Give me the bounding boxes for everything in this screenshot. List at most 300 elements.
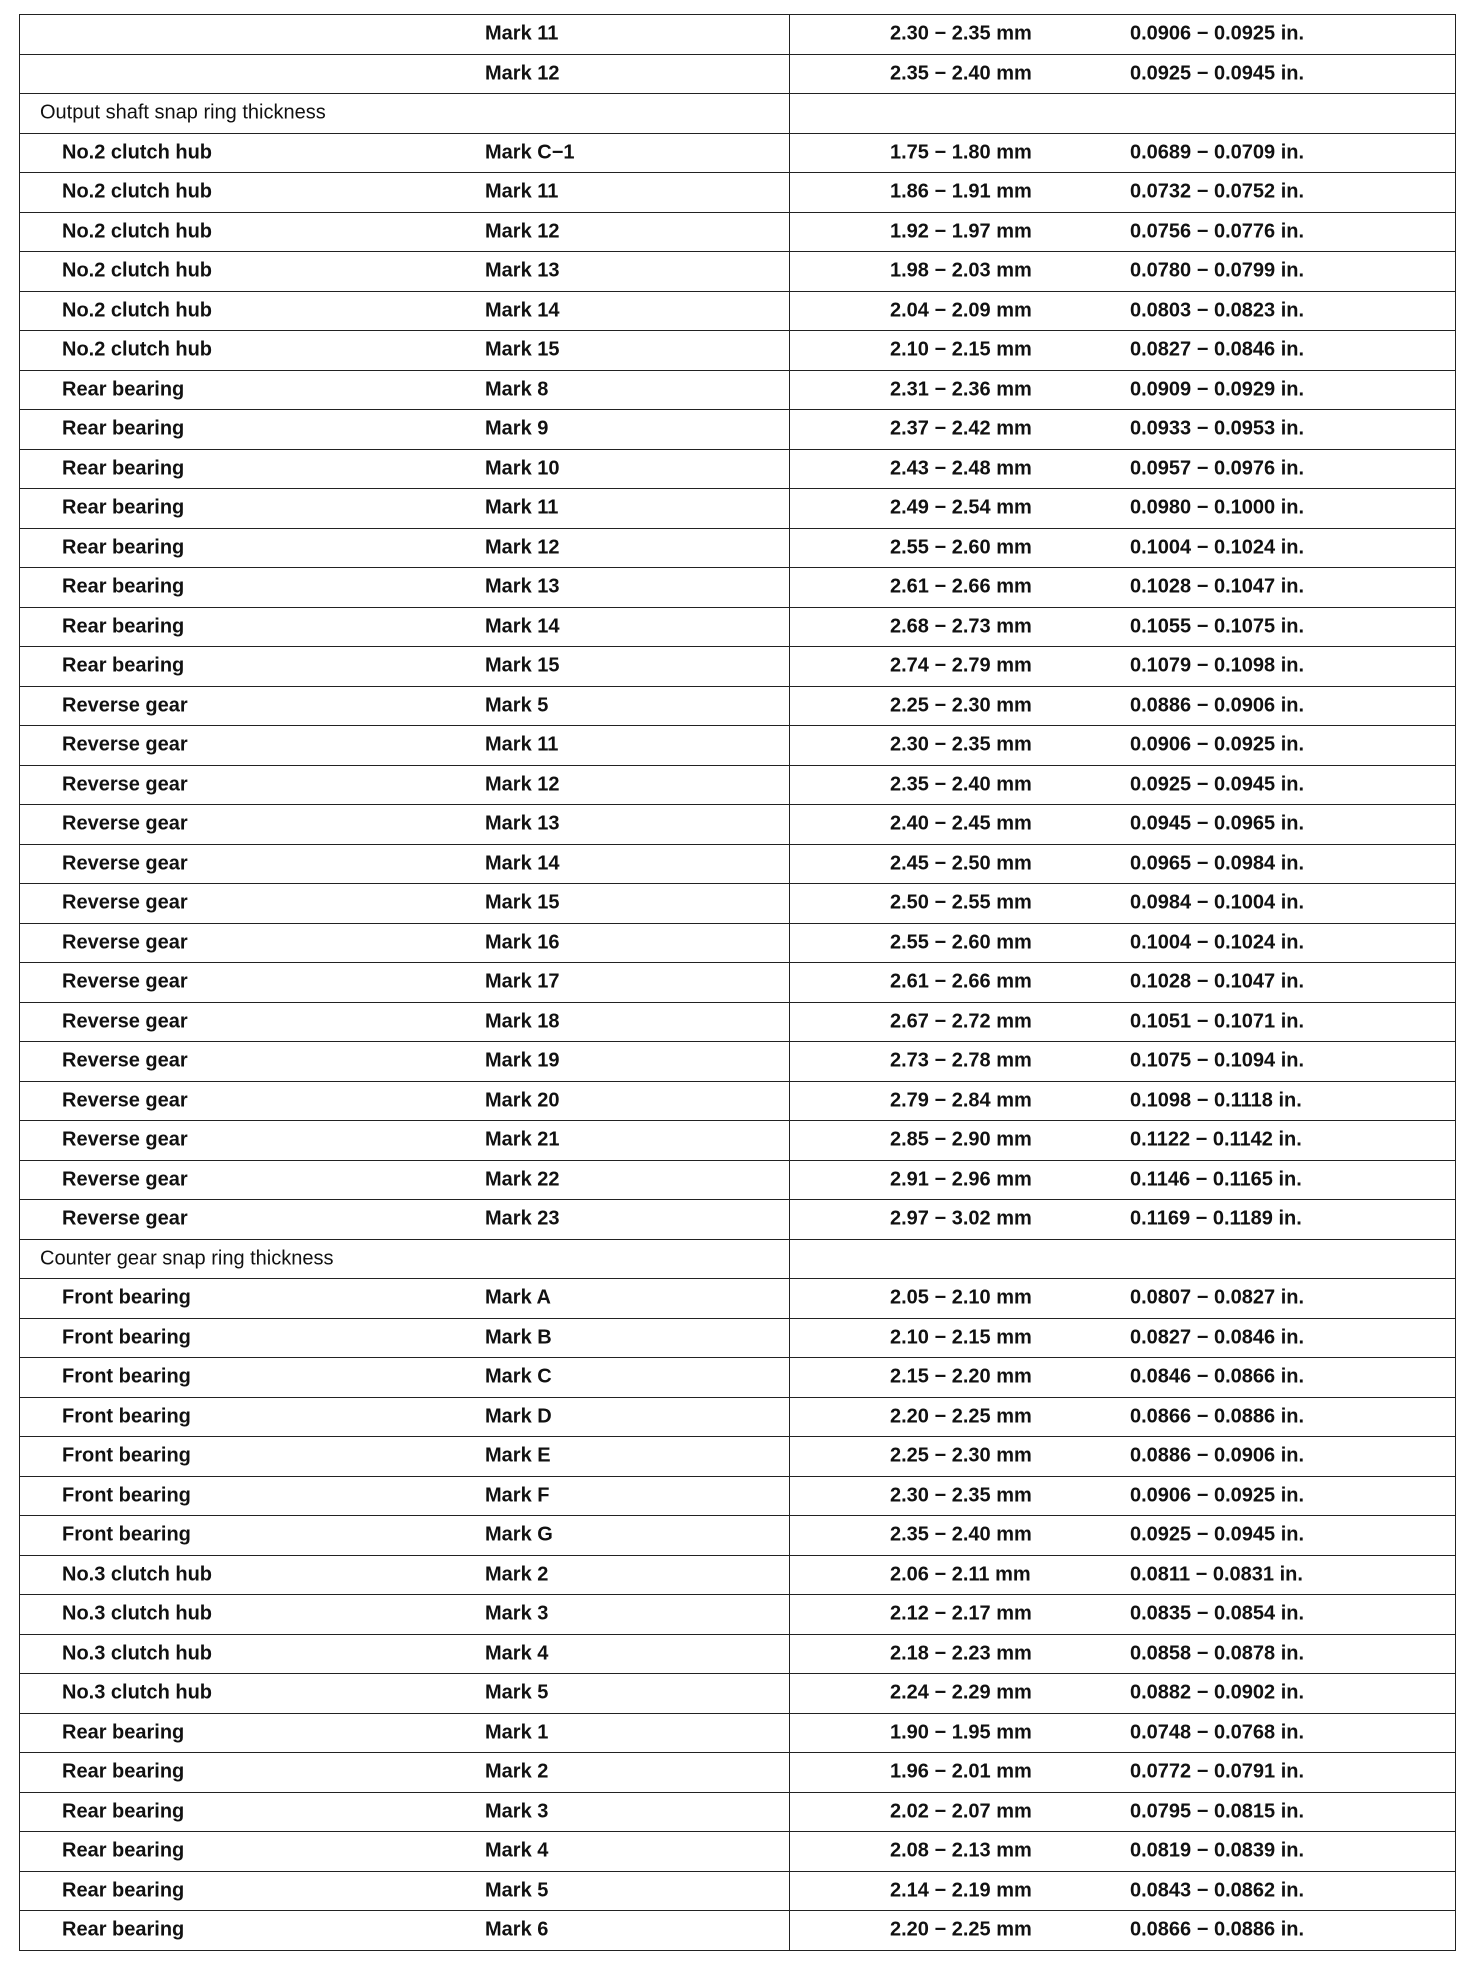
part-mark-cell <box>20 54 790 94</box>
table-row <box>20 173 1456 213</box>
thickness-cell <box>790 54 1456 94</box>
thickness-mm: 2.35 − 2.40 mm <box>890 62 1032 85</box>
part-mark-cell <box>20 923 790 963</box>
thickness-cell <box>790 173 1456 213</box>
thickness-in: 0.0933 − 0.0953 in. <box>1130 417 1305 440</box>
section-header-cell <box>20 1239 790 1279</box>
thickness-in: 0.0689 − 0.0709 in. <box>1130 141 1305 164</box>
thickness-cell <box>790 1595 1456 1635</box>
mark-label: Mark 11 <box>485 733 559 756</box>
part-mark-cell <box>20 1753 790 1793</box>
mark-label: Mark 11 <box>485 22 559 45</box>
mark-label: Mark E <box>485 1444 551 1467</box>
thickness-mm: 2.35 − 2.40 mm <box>890 1523 1032 1546</box>
thickness-cell <box>790 1318 1456 1358</box>
part-name: Front bearing <box>62 1286 191 1309</box>
mark-label: Mark 13 <box>485 812 560 835</box>
thickness-cell <box>790 370 1456 410</box>
mark-label: Mark 4 <box>485 1642 549 1665</box>
thickness-in: 0.1028 − 0.1047 in. <box>1130 575 1305 598</box>
mark-label: Mark 23 <box>485 1207 560 1230</box>
thickness-cell <box>790 489 1456 529</box>
thickness-mm: 2.25 − 2.30 mm <box>890 1444 1032 1467</box>
thickness-mm: 2.30 − 2.35 mm <box>890 733 1032 756</box>
mark-label: Mark 15 <box>485 891 560 914</box>
part-name: Rear bearing <box>62 457 185 480</box>
thickness-mm: 2.18 − 2.23 mm <box>890 1642 1032 1665</box>
mark-label: Mark 19 <box>485 1049 560 1072</box>
thickness-in: 0.0803 − 0.0823 in. <box>1130 299 1305 322</box>
thickness-in: 0.0925 − 0.0945 in. <box>1130 1523 1305 1546</box>
section-title: Counter gear snap ring thickness <box>40 1247 334 1270</box>
table-row <box>20 1476 1456 1516</box>
part-mark-cell <box>20 963 790 1003</box>
thickness-in: 0.0957 − 0.0976 in. <box>1130 457 1305 480</box>
thickness-mm: 2.61 − 2.66 mm <box>890 575 1032 598</box>
part-name: No.2 clutch hub <box>62 220 212 243</box>
thickness-mm: 2.08 − 2.13 mm <box>890 1839 1032 1862</box>
table-row <box>20 607 1456 647</box>
part-name: Reverse gear <box>62 1010 188 1033</box>
part-mark-cell <box>20 1516 790 1556</box>
table-row <box>20 765 1456 805</box>
thickness-cell <box>790 1081 1456 1121</box>
thickness-mm: 1.90 − 1.95 mm <box>890 1721 1032 1744</box>
mark-label: Mark C−1 <box>485 141 575 164</box>
thickness-mm: 2.15 − 2.20 mm <box>890 1365 1032 1388</box>
thickness-cell <box>790 805 1456 845</box>
mark-label: Mark C <box>485 1365 552 1388</box>
part-name: Reverse gear <box>62 1049 188 1072</box>
thickness-cell <box>790 1634 1456 1674</box>
thickness-cell <box>790 647 1456 687</box>
table-row <box>20 844 1456 884</box>
thickness-mm: 2.85 − 2.90 mm <box>890 1128 1032 1151</box>
part-mark-cell <box>20 884 790 924</box>
thickness-cell <box>790 1042 1456 1082</box>
mark-label: Mark 18 <box>485 1010 560 1033</box>
part-name: Rear bearing <box>62 536 185 559</box>
part-mark-cell <box>20 133 790 173</box>
table-row <box>20 568 1456 608</box>
part-name: Reverse gear <box>62 1207 188 1230</box>
thickness-mm: 2.20 − 2.25 mm <box>890 1405 1032 1428</box>
thickness-mm: 2.04 − 2.09 mm <box>890 299 1032 322</box>
mark-label: Mark 9 <box>485 417 549 440</box>
mark-label: Mark 2 <box>485 1563 549 1586</box>
empty-cell <box>790 94 1456 134</box>
thickness-in: 0.1051 − 0.1071 in. <box>1130 1010 1305 1033</box>
mark-label: Mark 10 <box>485 457 560 480</box>
empty-cell <box>790 1239 1456 1279</box>
thickness-in: 0.0732 − 0.0752 in. <box>1130 180 1305 203</box>
thickness-mm: 1.98 − 2.03 mm <box>890 259 1032 282</box>
section-header-row <box>20 1239 1456 1279</box>
thickness-mm: 2.50 − 2.55 mm <box>890 891 1032 914</box>
thickness-in: 0.0886 − 0.0906 in. <box>1130 694 1305 717</box>
thickness-cell <box>790 1476 1456 1516</box>
mark-label: Mark 14 <box>485 852 560 875</box>
mark-label: Mark 13 <box>485 575 560 598</box>
mark-label: Mark 5 <box>485 694 549 717</box>
thickness-in: 0.0945 − 0.0965 in. <box>1130 812 1305 835</box>
thickness-in: 0.0835 − 0.0854 in. <box>1130 1602 1305 1625</box>
part-name: Front bearing <box>62 1365 191 1388</box>
table-row <box>20 1595 1456 1635</box>
table-row <box>20 1871 1456 1911</box>
thickness-cell <box>790 212 1456 252</box>
mark-label: Mark 1 <box>485 1721 549 1744</box>
part-mark-cell <box>20 1634 790 1674</box>
table-row <box>20 54 1456 94</box>
thickness-in: 0.0906 − 0.0925 in. <box>1130 22 1305 45</box>
mark-label: Mark G <box>485 1523 553 1546</box>
mark-label: Mark 22 <box>485 1168 560 1191</box>
mark-label: Mark 15 <box>485 338 560 361</box>
part-mark-cell <box>20 449 790 489</box>
mark-label: Mark 6 <box>485 1918 549 1941</box>
thickness-in: 0.0980 − 0.1000 in. <box>1130 496 1305 519</box>
thickness-mm: 2.10 − 2.15 mm <box>890 1326 1032 1349</box>
thickness-cell <box>790 1437 1456 1477</box>
thickness-cell <box>790 1397 1456 1437</box>
part-name: Rear bearing <box>62 1879 185 1902</box>
thickness-cell <box>790 1279 1456 1319</box>
thickness-cell <box>790 726 1456 766</box>
thickness-cell <box>790 528 1456 568</box>
part-name: Rear bearing <box>62 615 185 638</box>
part-mark-cell <box>20 1318 790 1358</box>
thickness-in: 0.1169 − 0.1189 in. <box>1130 1207 1302 1230</box>
thickness-cell <box>790 1832 1456 1872</box>
part-mark-cell <box>20 212 790 252</box>
part-mark-cell <box>20 1555 790 1595</box>
thickness-cell <box>790 1160 1456 1200</box>
thickness-mm: 2.37 − 2.42 mm <box>890 417 1032 440</box>
thickness-cell <box>790 291 1456 331</box>
thickness-in: 0.0807 − 0.0827 in. <box>1130 1286 1305 1309</box>
table-row <box>20 1200 1456 1240</box>
part-name: Reverse gear <box>62 773 188 796</box>
part-mark-cell <box>20 1279 790 1319</box>
thickness-in: 0.0795 − 0.0815 in. <box>1130 1800 1305 1823</box>
part-name: No.2 clutch hub <box>62 259 212 282</box>
part-mark-cell <box>20 765 790 805</box>
part-mark-cell <box>20 1792 790 1832</box>
mark-label: Mark D <box>485 1405 552 1428</box>
thickness-in: 0.0925 − 0.0945 in. <box>1130 773 1305 796</box>
section-header-cell <box>20 94 790 134</box>
part-name: Rear bearing <box>62 654 185 677</box>
table-row <box>20 528 1456 568</box>
thickness-mm: 2.61 − 2.66 mm <box>890 970 1032 993</box>
part-mark-cell <box>20 1674 790 1714</box>
part-name: Rear bearing <box>62 1721 185 1744</box>
mark-label: Mark 12 <box>485 773 560 796</box>
thickness-mm: 2.10 − 2.15 mm <box>890 338 1032 361</box>
thickness-cell <box>790 1002 1456 1042</box>
thickness-in: 0.1098 − 0.1118 in. <box>1130 1089 1302 1112</box>
table-row <box>20 1160 1456 1200</box>
part-mark-cell <box>20 370 790 410</box>
part-name: Reverse gear <box>62 1128 188 1151</box>
thickness-cell <box>790 1713 1456 1753</box>
part-name: No.2 clutch hub <box>62 180 212 203</box>
mark-label: Mark 14 <box>485 615 560 638</box>
mark-label: Mark 4 <box>485 1839 549 1862</box>
thickness-cell <box>790 331 1456 371</box>
thickness-in: 0.1004 − 0.1024 in. <box>1130 931 1305 954</box>
thickness-cell <box>790 1753 1456 1793</box>
section-title: Output shaft snap ring thickness <box>40 101 326 124</box>
table-row <box>20 1911 1456 1951</box>
mark-label: Mark 15 <box>485 654 560 677</box>
part-name: Rear bearing <box>62 1918 185 1941</box>
mark-label: Mark F <box>485 1484 550 1507</box>
thickness-in: 0.0819 − 0.0839 in. <box>1130 1839 1305 1862</box>
mark-label: Mark 3 <box>485 1602 549 1625</box>
thickness-in: 0.0846 − 0.0866 in. <box>1130 1365 1305 1388</box>
part-name: Rear bearing <box>62 1760 185 1783</box>
table-row <box>20 291 1456 331</box>
mark-label: Mark 13 <box>485 259 560 282</box>
thickness-cell <box>790 449 1456 489</box>
thickness-mm: 2.31 − 2.36 mm <box>890 378 1032 401</box>
table-row <box>20 252 1456 292</box>
table-row <box>20 1042 1456 1082</box>
thickness-in: 0.0925 − 0.0945 in. <box>1130 62 1305 85</box>
part-mark-cell <box>20 1160 790 1200</box>
table-row <box>20 1555 1456 1595</box>
thickness-cell <box>790 1792 1456 1832</box>
mark-label: Mark 21 <box>485 1128 560 1151</box>
thickness-mm: 2.30 − 2.35 mm <box>890 22 1032 45</box>
thickness-mm: 2.20 − 2.25 mm <box>890 1918 1032 1941</box>
thickness-cell <box>790 765 1456 805</box>
thickness-in: 0.1079 − 0.1098 in. <box>1130 654 1305 677</box>
thickness-mm: 2.67 − 2.72 mm <box>890 1010 1032 1033</box>
mark-label: Mark A <box>485 1286 551 1309</box>
thickness-cell <box>790 1911 1456 1951</box>
thickness-cell <box>790 607 1456 647</box>
part-name: No.2 clutch hub <box>62 338 212 361</box>
thickness-cell <box>790 923 1456 963</box>
mark-label: Mark 20 <box>485 1089 560 1112</box>
thickness-in: 0.1122 − 0.1142 in. <box>1130 1128 1302 1151</box>
thickness-in: 0.0886 − 0.0906 in. <box>1130 1444 1305 1467</box>
mark-label: Mark B <box>485 1326 552 1349</box>
thickness-mm: 2.43 − 2.48 mm <box>890 457 1032 480</box>
table-row <box>20 1121 1456 1161</box>
mark-label: Mark 12 <box>485 220 560 243</box>
thickness-in: 0.1004 − 0.1024 in. <box>1130 536 1305 559</box>
thickness-mm: 2.68 − 2.73 mm <box>890 615 1032 638</box>
table-row <box>20 726 1456 766</box>
thickness-cell <box>790 15 1456 55</box>
part-name: Front bearing <box>62 1484 191 1507</box>
thickness-mm: 2.05 − 2.10 mm <box>890 1286 1032 1309</box>
part-mark-cell <box>20 291 790 331</box>
part-mark-cell <box>20 173 790 213</box>
part-name: Front bearing <box>62 1523 191 1546</box>
thickness-mm: 2.45 − 2.50 mm <box>890 852 1032 875</box>
thickness-mm: 2.79 − 2.84 mm <box>890 1089 1032 1112</box>
thickness-mm: 1.92 − 1.97 mm <box>890 220 1032 243</box>
thickness-in: 0.0780 − 0.0799 in. <box>1130 259 1305 282</box>
table-row <box>20 884 1456 924</box>
thickness-in: 0.0909 − 0.0929 in. <box>1130 378 1305 401</box>
thickness-cell <box>790 252 1456 292</box>
part-name: No.2 clutch hub <box>62 299 212 322</box>
thickness-in: 0.0882 − 0.0902 in. <box>1130 1681 1305 1704</box>
table-row <box>20 923 1456 963</box>
part-mark-cell <box>20 1595 790 1635</box>
table-row <box>20 331 1456 371</box>
thickness-cell <box>790 568 1456 608</box>
part-name: Rear bearing <box>62 575 185 598</box>
part-mark-cell <box>20 252 790 292</box>
thickness-in: 0.0756 − 0.0776 in. <box>1130 220 1305 243</box>
part-name: Reverse gear <box>62 852 188 875</box>
part-mark-cell <box>20 805 790 845</box>
thickness-mm: 2.55 − 2.60 mm <box>890 536 1032 559</box>
part-mark-cell <box>20 528 790 568</box>
mark-label: Mark 8 <box>485 378 549 401</box>
table-row <box>20 1081 1456 1121</box>
thickness-mm: 2.40 − 2.45 mm <box>890 812 1032 835</box>
thickness-mm: 1.86 − 1.91 mm <box>890 180 1032 203</box>
part-name: No.3 clutch hub <box>62 1563 212 1586</box>
thickness-in: 0.0906 − 0.0925 in. <box>1130 733 1305 756</box>
thickness-mm: 2.25 − 2.30 mm <box>890 694 1032 717</box>
thickness-mm: 1.75 − 1.80 mm <box>890 141 1032 164</box>
section-header-row <box>20 94 1456 134</box>
mark-label: Mark 12 <box>485 62 560 85</box>
table-row <box>20 1279 1456 1319</box>
thickness-in: 0.1055 − 0.1075 in. <box>1130 615 1305 638</box>
thickness-cell <box>790 963 1456 1003</box>
thickness-cell <box>790 686 1456 726</box>
mark-label: Mark 12 <box>485 536 560 559</box>
thickness-mm: 2.06 − 2.11 mm <box>890 1563 1031 1586</box>
part-mark-cell <box>20 1200 790 1240</box>
thickness-cell <box>790 1555 1456 1595</box>
part-mark-cell <box>20 489 790 529</box>
mark-label: Mark 14 <box>485 299 560 322</box>
thickness-cell <box>790 1674 1456 1714</box>
table-row <box>20 133 1456 173</box>
table-row <box>20 489 1456 529</box>
table-row <box>20 1832 1456 1872</box>
mark-label: Mark 5 <box>485 1879 549 1902</box>
thickness-in: 0.0858 − 0.0878 in. <box>1130 1642 1305 1665</box>
thickness-mm: 2.73 − 2.78 mm <box>890 1049 1032 1072</box>
thickness-mm: 2.35 − 2.40 mm <box>890 773 1032 796</box>
part-mark-cell <box>20 568 790 608</box>
thickness-cell <box>790 1516 1456 1556</box>
thickness-in: 0.0866 − 0.0886 in. <box>1130 1405 1305 1428</box>
mark-label: Mark 16 <box>485 931 560 954</box>
table-row <box>20 1358 1456 1398</box>
thickness-mm: 2.24 − 2.29 mm <box>890 1681 1032 1704</box>
part-name: Reverse gear <box>62 1089 188 1112</box>
part-name: Reverse gear <box>62 694 188 717</box>
table-row <box>20 410 1456 450</box>
thickness-in: 0.0984 − 0.1004 in. <box>1130 891 1305 914</box>
table-row <box>20 1713 1456 1753</box>
thickness-cell <box>790 844 1456 884</box>
part-name: Reverse gear <box>62 812 188 835</box>
table-row <box>20 1753 1456 1793</box>
part-mark-cell <box>20 1911 790 1951</box>
thickness-in: 0.0827 − 0.0846 in. <box>1130 338 1305 361</box>
part-mark-cell <box>20 844 790 884</box>
table-row <box>20 449 1456 489</box>
table-row <box>20 963 1456 1003</box>
mark-label: Mark 11 <box>485 496 559 519</box>
thickness-mm: 2.74 − 2.79 mm <box>890 654 1032 677</box>
snap-ring-spec-table <box>19 14 1456 1951</box>
part-mark-cell <box>20 607 790 647</box>
part-mark-cell <box>20 1397 790 1437</box>
table-row <box>20 1634 1456 1674</box>
thickness-mm: 2.49 − 2.54 mm <box>890 496 1032 519</box>
part-name: Reverse gear <box>62 1168 188 1191</box>
part-mark-cell <box>20 1476 790 1516</box>
part-mark-cell <box>20 1042 790 1082</box>
part-mark-cell <box>20 686 790 726</box>
thickness-in: 0.0843 − 0.0862 in. <box>1130 1879 1305 1902</box>
part-mark-cell <box>20 331 790 371</box>
table-row <box>20 15 1456 55</box>
table-row <box>20 1792 1456 1832</box>
part-name: Reverse gear <box>62 733 188 756</box>
table-row <box>20 1516 1456 1556</box>
thickness-mm: 2.02 − 2.07 mm <box>890 1800 1032 1823</box>
part-mark-cell <box>20 1871 790 1911</box>
part-name: Front bearing <box>62 1326 191 1349</box>
spec-table-body <box>20 15 1456 1951</box>
thickness-in: 0.1075 − 0.1094 in. <box>1130 1049 1305 1072</box>
thickness-mm: 2.91 − 2.96 mm <box>890 1168 1032 1191</box>
part-mark-cell <box>20 1002 790 1042</box>
part-name: Rear bearing <box>62 496 185 519</box>
part-name: Rear bearing <box>62 1839 185 1862</box>
mark-label: Mark 5 <box>485 1681 549 1704</box>
part-name: Reverse gear <box>62 931 188 954</box>
thickness-mm: 2.12 − 2.17 mm <box>890 1602 1032 1625</box>
part-name: Front bearing <box>62 1405 191 1428</box>
part-name: Rear bearing <box>62 1800 185 1823</box>
table-row <box>20 805 1456 845</box>
part-name: No.3 clutch hub <box>62 1602 212 1625</box>
part-name: Front bearing <box>62 1444 191 1467</box>
part-mark-cell <box>20 1081 790 1121</box>
thickness-cell <box>790 410 1456 450</box>
table-row <box>20 1674 1456 1714</box>
part-mark-cell <box>20 1437 790 1477</box>
part-mark-cell <box>20 1358 790 1398</box>
part-name: Rear bearing <box>62 378 185 401</box>
table-row <box>20 1002 1456 1042</box>
table-row <box>20 212 1456 252</box>
mark-label: Mark 17 <box>485 970 560 993</box>
part-mark-cell <box>20 1832 790 1872</box>
part-name: Reverse gear <box>62 891 188 914</box>
thickness-mm: 2.14 − 2.19 mm <box>890 1879 1032 1902</box>
table-row <box>20 686 1456 726</box>
thickness-cell <box>790 1358 1456 1398</box>
